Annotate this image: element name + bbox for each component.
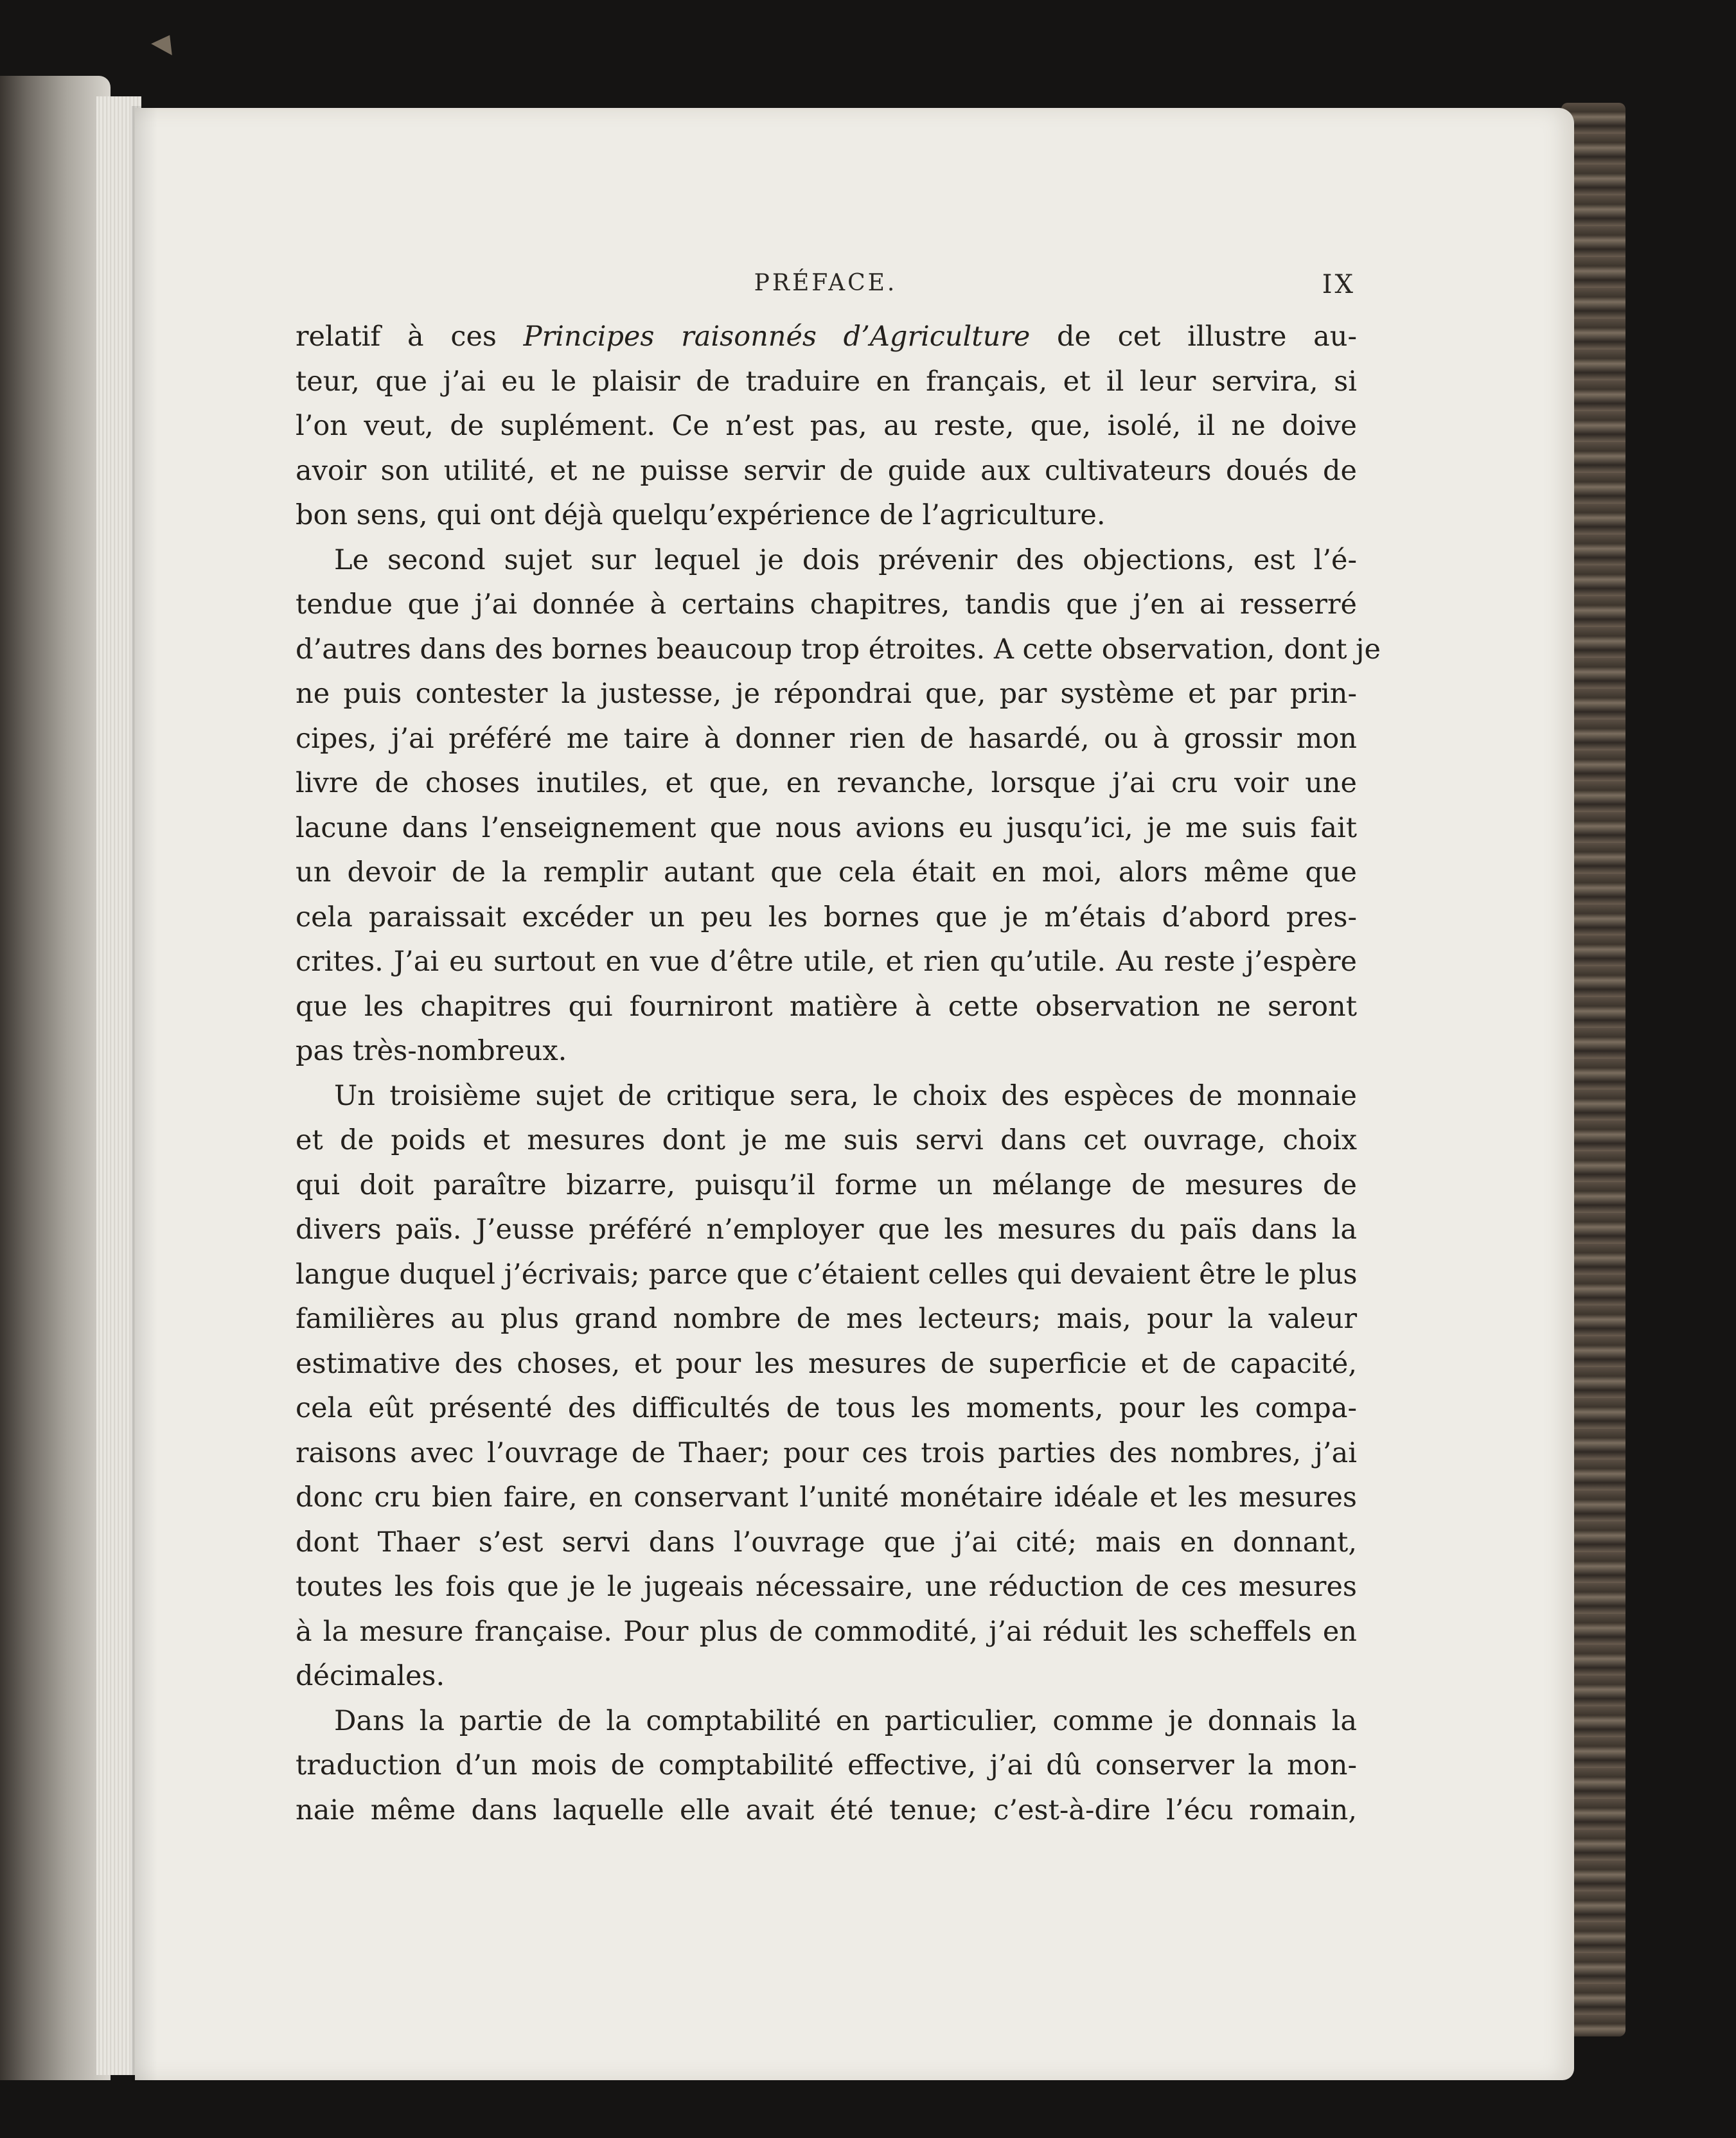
page-number: IX xyxy=(1322,270,1356,299)
text-segment: relatif à ces xyxy=(296,321,524,353)
spine-shadow xyxy=(132,106,157,2081)
text-line: tendue que j’ai donnée à certains chapitres, tandis que j’en ai resserré xyxy=(296,588,1357,621)
text-line: langue duquel j’écrivais; parce que c’étaient celles qui devaient être le plus xyxy=(296,1258,1358,1291)
header-title: PRÉFACE. xyxy=(754,270,898,296)
text-line: décimales. xyxy=(296,1660,445,1692)
paper-fleck xyxy=(151,35,178,62)
text-line: cipes, j’ai préféré me taire à donner rien de hasardé, ou à grossir mon xyxy=(296,722,1357,755)
left-page-edge xyxy=(0,76,111,2080)
text-line: et de poids et mesures dont je me suis servi dans cet ouvrage, choix xyxy=(296,1124,1357,1156)
text-line: qui doit paraître bizarre, puisqu’il forme un mélange de mesures de xyxy=(296,1169,1357,1201)
text-line xyxy=(296,315,1357,360)
text-line: familières au plus grand nombre de mes lecteurs; mais, pour la valeur xyxy=(296,1303,1357,1335)
text-line: avoir son utilité, et ne puisse servir de guide aux cultivateurs doués de xyxy=(296,454,1357,487)
text-line: Un troisième sujet de critique sera, le choix des espèces de monnaie xyxy=(334,1079,1357,1112)
text-line: un devoir de la remplir autant que cela était en moi, alors même que xyxy=(296,856,1357,888)
text-line: cela paraissait excéder un peu les bornes que je m’étais d’abord pres- xyxy=(296,901,1357,933)
text-line: pas très-nombreux. xyxy=(296,1035,567,1067)
text-line: à la mesure française. Pour plus de commodité, j’ai réduit les scheffels en xyxy=(296,1615,1357,1648)
book-title-italic: Principes raisonnés d’Agriculture xyxy=(523,321,1031,353)
text-line: Le second sujet sur lequel je dois prévenir des objections, est l’é- xyxy=(334,543,1357,576)
text-line: ne puis contester la justesse, je répondrai que, par système et par prin- xyxy=(296,678,1357,710)
text-line: traduction d’un mois de comptabilité effective, j’ai dû conserver la mon- xyxy=(296,1749,1357,1781)
text-line: donc cru bien faire, en conservant l’unité monétaire idéale et les mesures xyxy=(296,1481,1357,1514)
body-text xyxy=(296,315,1381,1833)
running-header xyxy=(296,270,1356,308)
text-line: d’autres dans des bornes beaucoup trop étroites. A cette observation, dont je xyxy=(296,633,1381,666)
text-line: Dans la partie de la comptabilité en particulier, comme je donnais la xyxy=(334,1704,1357,1737)
text-line: l’on veut, de suplément. Ce n’est pas, au reste, que, isolé, il ne doive xyxy=(296,410,1357,442)
text-line: cela eût présenté des difficultés de tous les moments, pour les compa- xyxy=(296,1392,1357,1424)
text-line: divers païs. J’eusse préféré n’employer que les mesures du païs dans la xyxy=(296,1214,1357,1246)
text-line: crites. J’ai eu surtout en vue d’être utile, et rien qu’utile. Au reste j’espère xyxy=(296,946,1357,978)
text-line: bon sens, qui ont déjà quelqu’expérience de l’agriculture. xyxy=(296,499,1106,531)
text-line: raisons avec l’ouvrage de Thaer; pour ces trois parties des nombres, j’ai xyxy=(296,1436,1357,1469)
text-line: estimative des choses, et pour les mesures de superficie et de capacité, xyxy=(296,1347,1357,1380)
text-segment: de cet illustre au- xyxy=(1030,321,1357,353)
text-line: livre de choses inutiles, et que, en revanche, lorsque j’ai cru voir une xyxy=(296,767,1357,799)
text-line: que les chapitres qui fourniront matière à cette observation ne seront xyxy=(296,990,1357,1023)
text-line: teur, que j’ai eu le plaisir de traduire en français, et il leur servira, si xyxy=(296,365,1357,398)
text-line: naie même dans laquelle elle avait été tenue; c’est-à-dire l’écu romain, xyxy=(296,1794,1357,1826)
text-line: dont Thaer s’est servi dans l’ouvrage que j’ai cité; mais en donnant, xyxy=(296,1526,1357,1559)
text-line: toutes les fois que je le jugeais nécessaire, une réduction de ces mesures xyxy=(296,1571,1357,1603)
text-line: lacune dans l’enseignement que nous avions eu jusqu’ici, je me suis fait xyxy=(296,811,1357,844)
